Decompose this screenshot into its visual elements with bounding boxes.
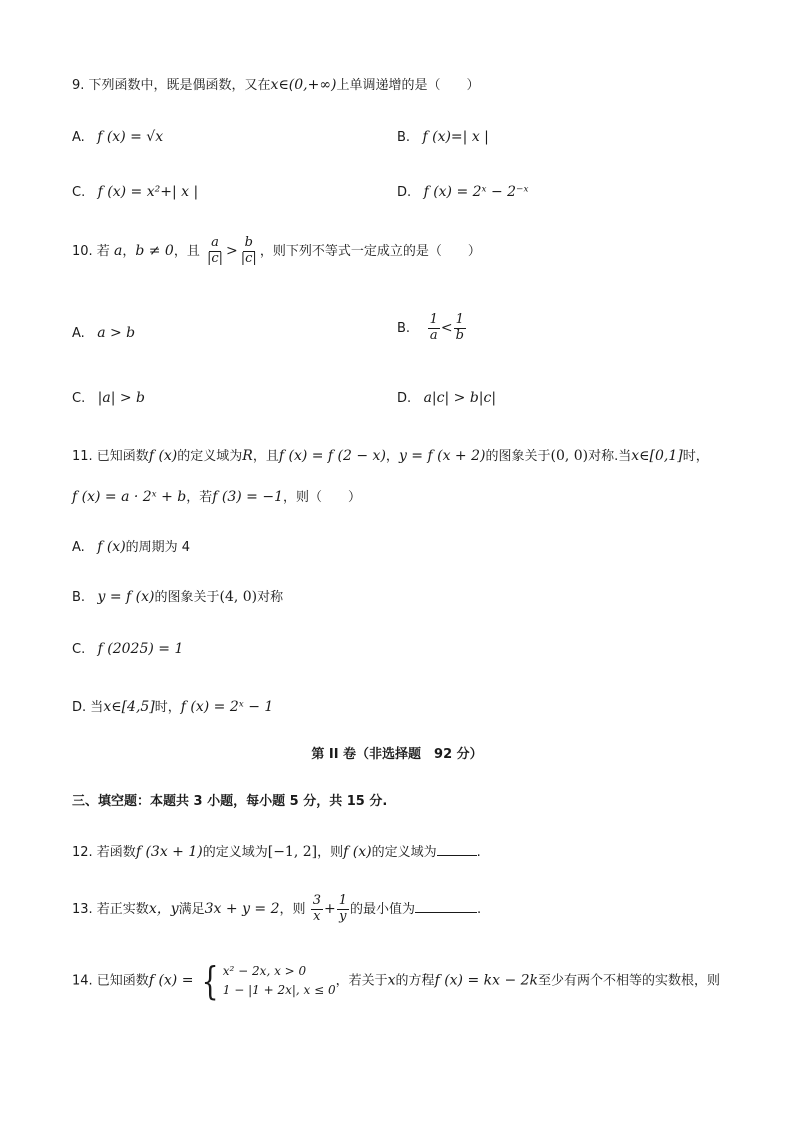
- q9-option-d-math: f (x) = 2ˣ − 2⁻ˣ: [423, 184, 529, 200]
- q11-option-a: A. f (x)的周期为 4: [72, 539, 191, 555]
- question-11-stem-line1: 11. 已知函数f (x)的定义域为R，且f (x) = f (2 − x)，y = f (x + 2)的图象关于(0, 0)对称.当x∈[0,1]时，: [72, 448, 709, 464]
- q9-option-b-math: f (x)=| x |: [422, 129, 489, 145]
- q13-answer-blank[interactable]: [415, 912, 477, 913]
- left-brace: {: [201, 959, 219, 1003]
- q10-option-a: A. a > b: [72, 325, 136, 341]
- q9-option-c-math: f (x) = x²+| x |: [97, 184, 199, 200]
- question-13: 13. 若正实数x，y满足3x + y = 2，则 $\frac{3}{x}$ + $\frac{1}{y}$ 的最小值为 .: [72, 893, 482, 924]
- case-1: x² − 2x, x > 0: [222, 964, 307, 979]
- q10-option-c: C. |a| > b: [72, 390, 145, 406]
- fraction-b-over-abs-c: $\frac{b}{|c|}$: [240, 235, 257, 266]
- q11-option-d: D. 当x∈[4,5]时，f (x) = 2ˣ − 1: [72, 699, 274, 715]
- part-three-heading: 三、填空题：本题共 3 小题，每小题 5 分，共 15 分.: [72, 794, 388, 809]
- question-9-stem: [72, 74, 480, 93]
- q9-option-b: B. f (x)=| x |: [397, 129, 489, 145]
- q9-option-a: A. f (x) = √x: [72, 129, 164, 145]
- q9-option-d: D. f (x) = 2ˣ − 2⁻ˣ: [397, 184, 529, 200]
- question-12: 12. 若函数f (3x + 1)的定义域为[−1, 2]，则f (x)的定义域为 .: [72, 844, 481, 860]
- question-14: 14. 已知函数f (x) = { x² − 2x, x > 0 1 − |1 + 2x|, x ≤ 0 ，若关于x的方程f (x) = kx − 2k至少有两个不相等的实数根，则: [72, 959, 721, 1003]
- q11-option-c: C. f (2025) = 1: [72, 641, 184, 657]
- q10-option-d: D. a|c| > b|c|: [397, 390, 497, 406]
- q12-answer-blank[interactable]: [437, 855, 477, 856]
- q9-condition: x∈(0,+∞): [270, 77, 337, 93]
- section-ii-title: 第 II 卷（非选择题 92 分）: [311, 747, 483, 762]
- q9-option-c: C. f (x) = x²+| x |: [72, 184, 199, 200]
- piecewise-function: [198, 959, 336, 1003]
- question-10-stem: 10. 若 a，b ≠ 0，且 $\frac{a}{|c|}$ > $\frac{b}{|c|}$ ，则下列不等式一定成立的是（ ）: [72, 235, 481, 266]
- case-2: 1 − |1 + 2x|, x ≤ 0: [222, 983, 336, 997]
- q11-option-b: B. y = f (x)的图象关于(4, 0)对称: [72, 589, 284, 605]
- q10-option-b: B. $\frac{1}{a}$ < $\frac{1}{b}$: [397, 312, 464, 343]
- question-11-stem-line2: f (x) = a · 2ˣ + b，若f (3) = −1，则（ ）: [72, 489, 362, 505]
- q9-option-a-math: f (x) = √x: [97, 129, 164, 145]
- fraction-a-over-abs-c: $\frac{a}{|c|}$: [206, 235, 224, 266]
- q9-text-end: 上单调递增的是（ ）: [336, 78, 480, 93]
- q9-text: 9. 下列函数中，既是偶函数，又在: [72, 78, 271, 93]
